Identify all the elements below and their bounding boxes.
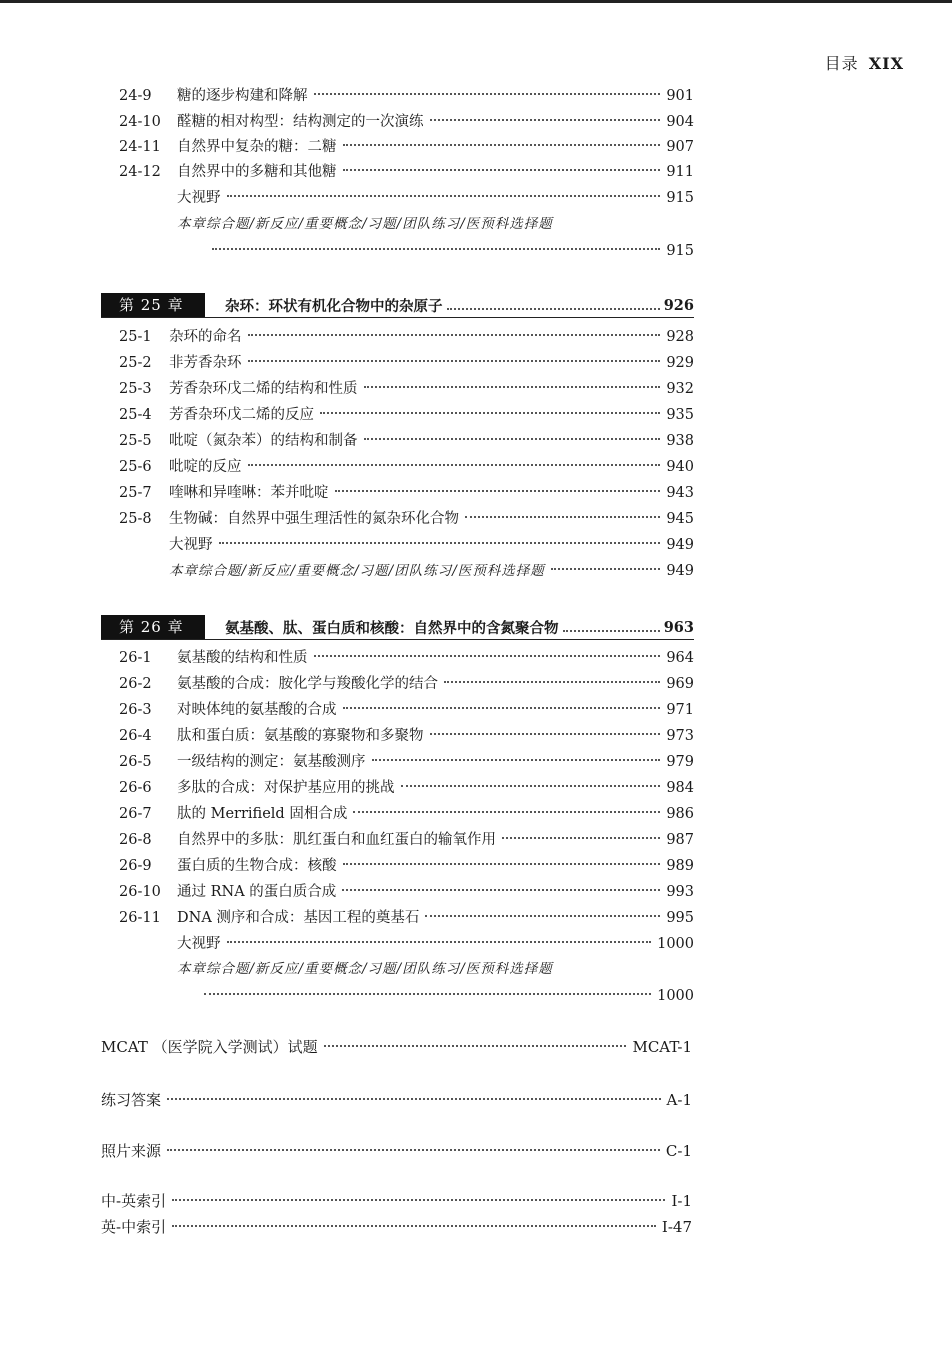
toc-entry[interactable] — [119, 508, 694, 530]
toc-entry[interactable] — [119, 751, 694, 773]
page-number: 907 — [666, 139, 694, 155]
back-matter-entry[interactable] — [101, 1216, 692, 1238]
section-number: 24-11 — [119, 139, 161, 155]
section-title: 喹啉和异喹啉：苯并吡啶 — [169, 485, 329, 501]
leader-dots — [401, 785, 661, 787]
section-number: 24-9 — [119, 88, 152, 104]
page-number: 1000 — [657, 988, 694, 1004]
page-number: 929 — [666, 355, 694, 371]
toc-entry[interactable] — [119, 352, 694, 374]
toc-entry[interactable] — [119, 933, 694, 955]
leader-dots — [563, 630, 660, 632]
section-number: 26-4 — [119, 728, 152, 744]
leader-dots — [172, 1199, 665, 1201]
leader-dots — [364, 438, 661, 440]
page-number: 995 — [666, 910, 694, 926]
section-title: 醛糖的相对构型：结构测定的一次演练 — [177, 114, 424, 130]
page-number: 987 — [666, 832, 694, 848]
toc-entry[interactable] — [119, 326, 694, 348]
page-number: 945 — [666, 511, 694, 527]
leader-dots — [219, 542, 661, 544]
leader-dots — [343, 169, 661, 171]
page-number: 943 — [666, 485, 694, 501]
page-number: 984 — [666, 780, 694, 796]
section-title: 氨基酸的合成：胺化学与羧酸化学的结合 — [177, 676, 438, 692]
back-matter-entry[interactable] — [101, 1089, 692, 1111]
section-title: 吡啶（氮杂苯）的结构和制备 — [169, 433, 358, 449]
section-number: 25-6 — [119, 459, 152, 475]
back-matter-entry[interactable] — [101, 1190, 692, 1212]
toc-entry[interactable] — [119, 378, 694, 400]
page-number: 935 — [666, 407, 694, 423]
chapter-page-number: 926 — [663, 296, 694, 314]
header-page-number: XIX — [868, 54, 904, 73]
page-number: I-1 — [671, 1192, 692, 1210]
section-title: 肽和蛋白质：氨基酸的寡聚物和多聚物 — [177, 728, 424, 744]
page-number: A-1 — [666, 1091, 692, 1109]
toc-entry[interactable] — [119, 213, 694, 235]
page-number: 915 — [666, 243, 694, 259]
back-matter-entry[interactable] — [101, 1140, 692, 1162]
leader-dots — [343, 707, 661, 709]
page-number: I-47 — [661, 1218, 692, 1236]
leader-dots — [342, 889, 660, 891]
back-matter-title: 照片来源 — [101, 1142, 162, 1160]
section-title: 本章综合题/新反应/重要概念/习题/团队练习/医预科选择题 — [177, 216, 553, 232]
toc-entry[interactable] — [119, 855, 694, 877]
back-matter-title: 练习答案 — [101, 1091, 162, 1109]
section-number: 26-7 — [119, 806, 152, 822]
leader-dots — [227, 941, 652, 943]
section-title: 大视野 — [177, 190, 221, 206]
section-title: 通过 RNA 的蛋白质合成 — [177, 884, 337, 900]
section-number: 26-3 — [119, 702, 152, 718]
toc-entry[interactable] — [119, 777, 694, 799]
back-matter-title: 英-中索引 — [101, 1218, 167, 1236]
chapter-title: 杂环：环状有机化合物中的杂原子 — [225, 297, 443, 315]
page-number: 915 — [666, 190, 694, 206]
toc-entry[interactable] — [119, 534, 694, 556]
section-number: 25-8 — [119, 511, 152, 527]
header-label: 目录 — [824, 54, 859, 73]
section-title: 非芳香杂环 — [169, 355, 242, 371]
toc-entry[interactable] — [119, 647, 694, 669]
leader-dots — [502, 837, 660, 839]
leader-dots — [372, 759, 661, 761]
leader-dots — [324, 1045, 627, 1047]
section-number: 25-5 — [119, 433, 152, 449]
section-title: 肽的 Merrifield 固相合成 — [177, 806, 348, 822]
toc-entry[interactable] — [119, 482, 694, 504]
leader-dots — [167, 1098, 661, 1100]
section-title: 自然界中的多肽：肌红蛋白和血红蛋白的输氧作用 — [177, 832, 496, 848]
section-number: 26-11 — [119, 910, 161, 926]
page-number: 1000 — [657, 936, 694, 952]
page-number: 932 — [666, 381, 694, 397]
section-number: 25-7 — [119, 485, 152, 501]
section-number: 24-10 — [119, 114, 161, 130]
toc-entry[interactable] — [119, 187, 694, 209]
section-title: 多肽的合成：对保护基应用的挑战 — [177, 780, 395, 796]
chapter-page-number: 963 — [663, 618, 694, 636]
leader-dots — [204, 993, 651, 995]
top-rule — [0, 0, 952, 3]
toc-entry[interactable] — [119, 907, 694, 929]
page-number: 971 — [666, 702, 694, 718]
leader-dots — [551, 568, 661, 570]
leader-dots — [444, 681, 660, 683]
toc-entry[interactable] — [119, 111, 694, 133]
leader-dots — [320, 412, 660, 414]
leader-dots — [364, 386, 661, 388]
toc-entry[interactable] — [119, 829, 694, 851]
toc-entry[interactable] — [119, 985, 694, 1007]
leader-dots — [343, 144, 661, 146]
section-number: 26-2 — [119, 676, 152, 692]
leader-dots — [314, 655, 661, 657]
section-title: 大视野 — [169, 537, 213, 553]
page-number: 979 — [666, 754, 694, 770]
section-number: 26-10 — [119, 884, 161, 900]
section-number: 24-12 — [119, 164, 161, 180]
section-number: 26-6 — [119, 780, 152, 796]
section-title: 本章综合题/新反应/重要概念/习题/团队练习/医预科选择题 — [169, 563, 545, 579]
section-number: 26-8 — [119, 832, 152, 848]
page-number: 949 — [666, 563, 694, 579]
back-matter-title: 中-英索引 — [101, 1192, 167, 1210]
leader-dots — [167, 1149, 660, 1151]
page-number: 940 — [666, 459, 694, 475]
toc-entry[interactable] — [119, 136, 694, 158]
section-title: 自然界中的多糖和其他糖 — [177, 164, 337, 180]
toc-entry[interactable] — [119, 404, 694, 426]
page-number: 911 — [666, 164, 694, 180]
section-title: 芳香杂环戊二烯的结构和性质 — [169, 381, 358, 397]
leader-dots — [425, 915, 660, 917]
section-title: 杂环的命名 — [169, 329, 242, 345]
page-number: 928 — [666, 329, 694, 345]
leader-dots — [447, 308, 660, 310]
toc-entry[interactable] — [119, 699, 694, 721]
section-title: 芳香杂环戊二烯的反应 — [169, 407, 314, 423]
chapter-heading[interactable] — [101, 615, 694, 640]
leader-dots — [248, 464, 661, 466]
toc-entry[interactable] — [119, 958, 694, 980]
section-number: 26-1 — [119, 650, 152, 666]
leader-dots — [248, 334, 661, 336]
back-matter-entry[interactable] — [101, 1036, 692, 1058]
section-title: 吡啶的反应 — [169, 459, 242, 475]
leader-dots — [248, 360, 661, 362]
page-number: 986 — [666, 806, 694, 822]
toc-entry[interactable] — [119, 725, 694, 747]
toc-entry[interactable] — [119, 456, 694, 478]
page-number: 993 — [666, 884, 694, 900]
section-title: 大视野 — [177, 936, 221, 952]
section-number: 25-4 — [119, 407, 152, 423]
leader-dots — [172, 1225, 656, 1227]
toc-entry[interactable] — [119, 430, 694, 452]
section-title: 氨基酸的结构和性质 — [177, 650, 308, 666]
leader-dots — [335, 490, 661, 492]
section-title: 对映体纯的氨基酸的合成 — [177, 702, 337, 718]
toc-entry[interactable] — [119, 803, 694, 825]
section-number: 25-2 — [119, 355, 152, 371]
page-number: MCAT-1 — [632, 1038, 692, 1056]
chapter-badge: 第 25 章 — [101, 293, 205, 317]
section-title: 蛋白质的生物合成：核酸 — [177, 858, 337, 874]
section-title: 一级结构的测定：氨基酸测序 — [177, 754, 366, 770]
page-number: 989 — [666, 858, 694, 874]
section-number: 26-5 — [119, 754, 152, 770]
section-title: 糖的逐步构建和降解 — [177, 88, 308, 104]
section-number: 26-9 — [119, 858, 152, 874]
leader-dots — [430, 733, 661, 735]
leader-dots — [465, 516, 660, 518]
running-header — [825, 51, 904, 74]
leader-dots — [314, 93, 661, 95]
toc-entry[interactable] — [119, 161, 694, 183]
section-number: 25-1 — [119, 329, 152, 345]
toc-entry[interactable] — [119, 881, 694, 903]
toc-entry[interactable] — [119, 560, 694, 582]
toc-entry[interactable] — [119, 85, 694, 107]
page-number: 964 — [666, 650, 694, 666]
back-matter-title: MCAT （医学院入学测试）试题 — [101, 1038, 318, 1056]
chapter-title: 氨基酸、肽、蛋白质和核酸：自然界中的含氮聚合物 — [225, 619, 559, 637]
page-number: 949 — [666, 537, 694, 553]
page-number: C-1 — [665, 1142, 692, 1160]
leader-dots — [353, 811, 660, 813]
section-title: DNA 测序和合成：基因工程的奠基石 — [177, 910, 420, 926]
page-number: 901 — [666, 88, 694, 104]
section-title: 本章综合题/新反应/重要概念/习题/团队练习/医预科选择题 — [177, 961, 553, 977]
toc-entry[interactable] — [119, 673, 694, 695]
leader-dots — [227, 195, 661, 197]
page-number: 904 — [666, 114, 694, 130]
section-number: 25-3 — [119, 381, 152, 397]
chapter-badge: 第 26 章 — [101, 615, 205, 639]
section-title: 生物碱：自然界中强生理活性的氮杂环化合物 — [169, 511, 459, 527]
leader-dots — [343, 863, 661, 865]
toc-entry[interactable] — [119, 240, 694, 262]
section-title: 自然界中复杂的糖：二糖 — [177, 139, 337, 155]
leader-dots — [430, 119, 661, 121]
page-number: 938 — [666, 433, 694, 449]
page-number: 969 — [666, 676, 694, 692]
chapter-heading[interactable] — [101, 293, 694, 318]
page-number: 973 — [666, 728, 694, 744]
leader-dots — [212, 248, 660, 250]
